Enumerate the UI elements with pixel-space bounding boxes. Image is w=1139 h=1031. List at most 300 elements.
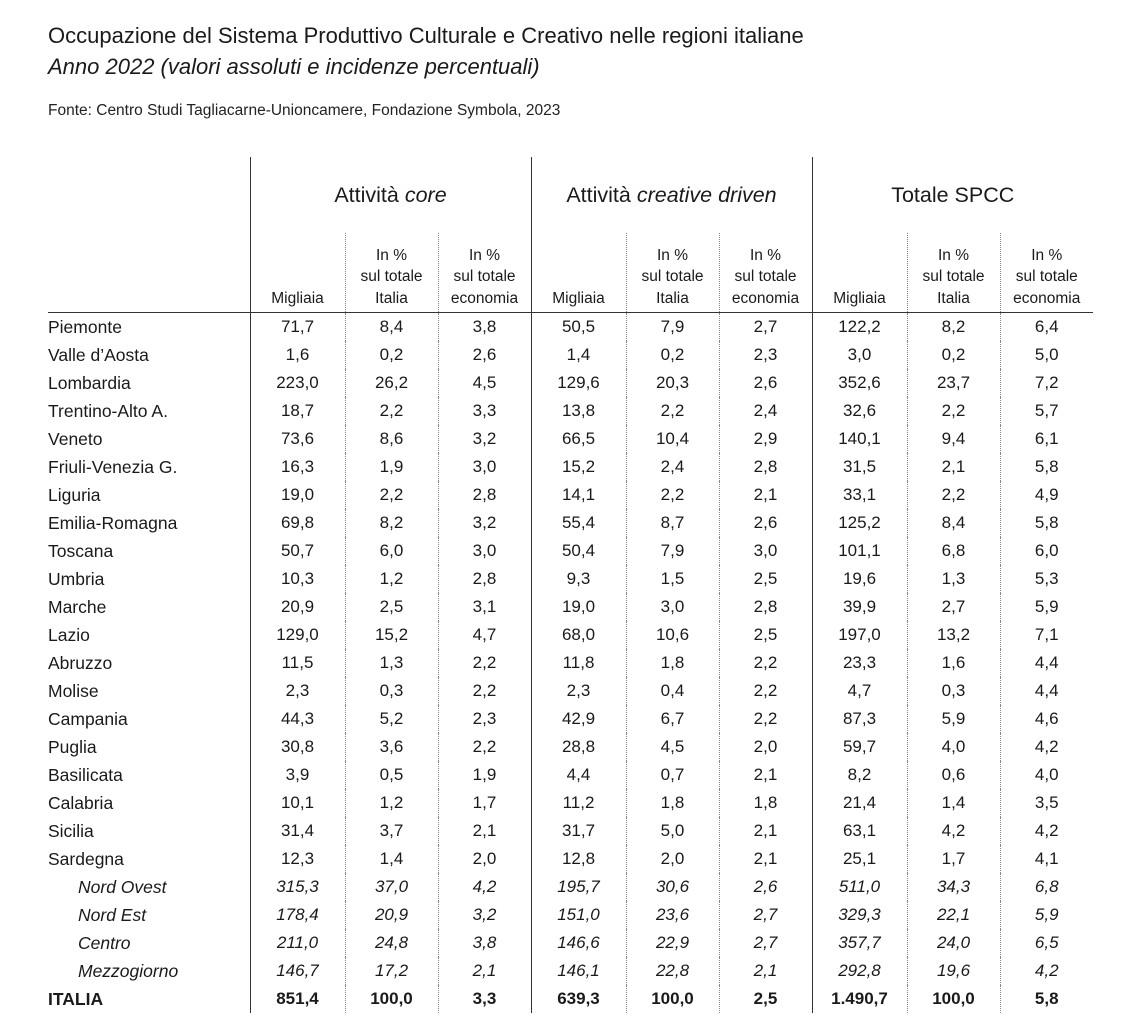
col-header-label: sul totale (734, 268, 797, 285)
col-header-pct-italia (626, 233, 719, 313)
table-cell: 223,0 (250, 369, 345, 397)
table-row (48, 425, 1093, 453)
table-cell: 211,0 (250, 929, 345, 957)
table-cell: 197,0 (812, 621, 907, 649)
table-cell: 4,2 (1000, 957, 1093, 985)
table-row (48, 593, 1093, 621)
table-cell: 4,2 (907, 817, 1000, 845)
table-cell: 4,0 (907, 733, 1000, 761)
table-cell: 2,2 (907, 481, 1000, 509)
col-header-label: In % (937, 246, 969, 264)
table-cell: 2,8 (719, 453, 812, 481)
table-cell: 1,9 (438, 761, 531, 789)
table-cell: 122,2 (812, 313, 907, 342)
table-cell: 44,3 (250, 705, 345, 733)
col-header-label: sul totale (360, 268, 423, 285)
table-cell: 3,0 (626, 593, 719, 621)
row-label: Piemonte (48, 316, 122, 337)
table-cell: 2,0 (438, 845, 531, 873)
table-cell: 2,1 (719, 817, 812, 845)
row-label: Abruzzo (48, 652, 113, 673)
table-cell: 352,6 (812, 369, 907, 397)
table-cell: 6,4 (1000, 313, 1093, 342)
table-cell: 5,8 (1000, 509, 1093, 537)
table-cell: 9,4 (907, 425, 1000, 453)
table-cell: 5,9 (1000, 901, 1093, 929)
table-cell: 8,2 (345, 509, 438, 537)
table-cell: 3,9 (250, 761, 345, 789)
employment-table (48, 157, 1093, 1013)
table-cell: 8,4 (907, 509, 1000, 537)
table-cell: 0,3 (907, 677, 1000, 705)
table-cell: 8,4 (345, 313, 438, 342)
table-cell: 22,8 (626, 957, 719, 985)
row-label: Valle d’Aosta (48, 344, 149, 365)
table-cell: 39,9 (812, 593, 907, 621)
table-cell: 3,8 (438, 929, 531, 957)
table-cell: 19,0 (531, 593, 626, 621)
table-cell: 22,9 (626, 929, 719, 957)
table-row (48, 649, 1093, 677)
table-cell: 14,1 (531, 481, 626, 509)
table-cell: 20,3 (626, 369, 719, 397)
table-cell: 329,3 (812, 901, 907, 929)
row-label: Marche (48, 596, 107, 617)
table-cell: 100,0 (626, 985, 719, 1013)
table-cell: 3,8 (438, 313, 531, 342)
table-row (48, 957, 1093, 985)
table-cell: 4,1 (1000, 845, 1093, 873)
col-header-pct-economia (719, 233, 812, 313)
table-cell: 2,6 (438, 341, 531, 369)
table-cell: 195,7 (531, 873, 626, 901)
col-header-label: economia (731, 289, 800, 307)
col-header-label: Italia (375, 289, 408, 307)
table-cell: 129,6 (531, 369, 626, 397)
table-cell: 5,2 (345, 705, 438, 733)
table-cell: 6,1 (1000, 425, 1093, 453)
row-label: Nord Est (78, 904, 147, 925)
row-label: Campania (48, 708, 128, 729)
col-header-label: In % (656, 246, 688, 264)
col-header-label: Italia (656, 289, 689, 307)
table-cell: 2,1 (438, 817, 531, 845)
table-cell: 13,2 (907, 621, 1000, 649)
group-header-total: Totale SPCC (812, 157, 1093, 233)
row-label: Friuli-Venezia G. (48, 456, 178, 477)
col-header-migliaia (812, 233, 907, 313)
table-cell: 4,7 (438, 621, 531, 649)
table-cell: 2,5 (719, 565, 812, 593)
table-cell: 11,2 (531, 789, 626, 817)
table-cell: 22,1 (907, 901, 1000, 929)
table-cell: 66,5 (531, 425, 626, 453)
col-header-label: sul totale (453, 268, 516, 285)
table-cell: 63,1 (812, 817, 907, 845)
table-cell: 1,8 (626, 789, 719, 817)
table-row (48, 565, 1093, 593)
row-label: Trentino-Alto A. (48, 400, 168, 421)
col-header-label: In % (749, 246, 781, 264)
table-cell: 31,7 (531, 817, 626, 845)
table-cell: 3,0 (438, 453, 531, 481)
table-cell: 3,7 (345, 817, 438, 845)
table-cell: 68,0 (531, 621, 626, 649)
table-cell: 5,8 (1000, 453, 1093, 481)
table-cell: 10,6 (626, 621, 719, 649)
col-header-label: sul totale (922, 268, 985, 285)
table-cell: 23,7 (907, 369, 1000, 397)
table-cell: 4,6 (1000, 705, 1093, 733)
table-cell: 292,8 (812, 957, 907, 985)
table-cell: 2,4 (626, 453, 719, 481)
table-cell: 24,0 (907, 929, 1000, 957)
table-cell: 2,2 (719, 705, 812, 733)
empty-corner (48, 157, 250, 233)
table-cell: 2,2 (719, 677, 812, 705)
col-header-label: Migliaia (271, 289, 324, 307)
group-header-creative-prefix: Attività (566, 182, 637, 207)
table-cell: 18,7 (250, 397, 345, 425)
table-row (48, 397, 1093, 425)
table-cell: 1,2 (345, 565, 438, 593)
table-row (48, 537, 1093, 565)
table-cell: 69,8 (250, 509, 345, 537)
table-cell: 639,3 (531, 985, 626, 1013)
table-cell: 12,8 (531, 845, 626, 873)
row-label: Veneto (48, 428, 103, 449)
table-cell: 315,3 (250, 873, 345, 901)
table-cell: 1,7 (907, 845, 1000, 873)
table-cell: 16,3 (250, 453, 345, 481)
table-row (48, 985, 1093, 1013)
row-label: Umbria (48, 568, 105, 589)
table-row (48, 481, 1093, 509)
table-cell: 3,3 (438, 397, 531, 425)
table-cell: 33,1 (812, 481, 907, 509)
col-header-pct-italia (907, 233, 1000, 313)
group-header-core-prefix: Attività (334, 182, 405, 207)
empty-corner (48, 233, 250, 313)
table-cell: 2,2 (438, 677, 531, 705)
table-cell: 23,3 (812, 649, 907, 677)
table-cell: 23,6 (626, 901, 719, 929)
table-cell: 73,6 (250, 425, 345, 453)
row-label: Molise (48, 680, 99, 701)
table-cell: 2,7 (719, 313, 812, 342)
table-cell: 11,5 (250, 649, 345, 677)
table-cell: 5,0 (1000, 341, 1093, 369)
table-cell: 3,0 (438, 537, 531, 565)
table-cell: 2,8 (438, 481, 531, 509)
sub-header-row (48, 233, 1093, 313)
table-cell: 178,4 (250, 901, 345, 929)
row-label: Calabria (48, 792, 114, 813)
table-cell: 2,6 (719, 369, 812, 397)
table-cell: 1,4 (345, 845, 438, 873)
table-cell: 13,8 (531, 397, 626, 425)
table-cell: 151,0 (531, 901, 626, 929)
table-cell: 37,0 (345, 873, 438, 901)
table-cell: 6,0 (345, 537, 438, 565)
table-cell: 1,3 (345, 649, 438, 677)
col-header-label: Migliaia (552, 289, 605, 307)
table-cell: 55,4 (531, 509, 626, 537)
table-cell: 4,2 (1000, 733, 1093, 761)
table-cell: 6,5 (1000, 929, 1093, 957)
table-row (48, 453, 1093, 481)
col-header-pct-italia (345, 233, 438, 313)
table-cell: 2,1 (907, 453, 1000, 481)
source-note: Fonte: Centro Studi Tagliacarne-Unioncamere, Fondazione Symbola, 2023 (48, 102, 561, 119)
table-cell: 4,5 (438, 369, 531, 397)
table-cell: 2,5 (345, 593, 438, 621)
table-cell: 3,6 (345, 733, 438, 761)
table-row (48, 873, 1093, 901)
table-cell: 34,3 (907, 873, 1000, 901)
table-cell: 8,7 (626, 509, 719, 537)
table-cell: 1,7 (438, 789, 531, 817)
table-cell: 2,7 (907, 593, 1000, 621)
table-cell: 3,2 (438, 509, 531, 537)
table-cell: 11,8 (531, 649, 626, 677)
table-cell: 1,9 (345, 453, 438, 481)
table-cell: 511,0 (812, 873, 907, 901)
table-cell: 4,2 (1000, 817, 1093, 845)
group-header-creative (531, 157, 812, 233)
table-cell: 31,5 (812, 453, 907, 481)
table-cell: 8,2 (812, 761, 907, 789)
table-cell: 3,5 (1000, 789, 1093, 817)
table-cell: 2,2 (438, 649, 531, 677)
table-cell: 2,9 (719, 425, 812, 453)
table-cell: 28,8 (531, 733, 626, 761)
table-cell: 0,2 (626, 341, 719, 369)
table-cell: 2,2 (626, 481, 719, 509)
table-cell: 125,2 (812, 509, 907, 537)
col-header-pct-economia (1000, 233, 1093, 313)
row-label: Basilicata (48, 764, 123, 785)
table-cell: 4,5 (626, 733, 719, 761)
table-cell: 1,8 (719, 789, 812, 817)
group-header-row (48, 157, 1093, 233)
table-cell: 4,4 (531, 761, 626, 789)
table-row (48, 369, 1093, 397)
table-cell: 5,9 (1000, 593, 1093, 621)
table-cell: 1,4 (531, 341, 626, 369)
table-cell: 2,1 (438, 957, 531, 985)
table-cell: 100,0 (907, 985, 1000, 1013)
col-header-label: sul totale (641, 268, 704, 285)
table-cell: 4,2 (438, 873, 531, 901)
table-cell: 4,7 (812, 677, 907, 705)
table-row (48, 509, 1093, 537)
table-cell: 2,6 (719, 873, 812, 901)
table-row (48, 313, 1093, 342)
table-cell: 3,2 (438, 425, 531, 453)
table-cell: 1,4 (907, 789, 1000, 817)
table-row (48, 621, 1093, 649)
table-cell: 0,2 (345, 341, 438, 369)
table-body (48, 313, 1093, 1014)
table-cell: 2,0 (719, 733, 812, 761)
table-cell: 0,3 (345, 677, 438, 705)
table-cell: 2,8 (438, 565, 531, 593)
table-row (48, 705, 1093, 733)
row-label: Sardegna (48, 848, 124, 869)
table-cell: 2,2 (438, 733, 531, 761)
table-cell: 19,6 (812, 565, 907, 593)
row-label: Puglia (48, 736, 97, 757)
table-row (48, 817, 1093, 845)
table-row (48, 845, 1093, 873)
table-cell: 5,3 (1000, 565, 1093, 593)
table-cell: 0,5 (345, 761, 438, 789)
row-label: Sicilia (48, 820, 94, 841)
table-cell: 0,7 (626, 761, 719, 789)
table-row (48, 789, 1093, 817)
table-cell: 4,0 (1000, 761, 1093, 789)
row-label: Toscana (48, 540, 114, 561)
table-row (48, 901, 1093, 929)
table-cell: 1,3 (907, 565, 1000, 593)
table-cell: 5,8 (1000, 985, 1093, 1013)
table-cell: 2,1 (719, 481, 812, 509)
col-header-pct-economia (438, 233, 531, 313)
col-header-label: economia (450, 289, 519, 307)
table-cell: 26,2 (345, 369, 438, 397)
table-row (48, 341, 1093, 369)
row-label: Mezzogiorno (78, 960, 179, 981)
table-cell: 15,2 (345, 621, 438, 649)
row-label: Lombardia (48, 372, 131, 393)
group-header-core-em: core (404, 182, 447, 207)
col-header-label: In % (468, 246, 500, 264)
table-cell: 101,1 (812, 537, 907, 565)
table-cell: 30,8 (250, 733, 345, 761)
table-cell: 59,7 (812, 733, 907, 761)
table-cell: 6,8 (1000, 873, 1093, 901)
table-cell: 20,9 (250, 593, 345, 621)
col-header-label: In % (375, 246, 407, 264)
col-header-migliaia (250, 233, 345, 313)
table-cell: 0,4 (626, 677, 719, 705)
table-cell: 87,3 (812, 705, 907, 733)
page-title: Occupazione del Sistema Produttivo Culturale e Creativo nelle regioni italiane (48, 23, 804, 48)
col-header-label: sul totale (1015, 268, 1078, 285)
table-cell: 4,4 (1000, 677, 1093, 705)
table-cell: 2,2 (345, 397, 438, 425)
table-cell: 2,2 (345, 481, 438, 509)
col-header-label: In % (1031, 246, 1063, 264)
table-cell: 2,2 (907, 397, 1000, 425)
table-cell: 30,6 (626, 873, 719, 901)
table-cell: 7,9 (626, 537, 719, 565)
row-label: Centro (78, 932, 131, 953)
table-cell: 3,2 (438, 901, 531, 929)
table-cell: 2,1 (719, 957, 812, 985)
table-cell: 2,5 (719, 621, 812, 649)
table-cell: 10,3 (250, 565, 345, 593)
row-label: Emilia-Romagna (48, 512, 178, 533)
table-cell: 6,7 (626, 705, 719, 733)
table-cell: 7,9 (626, 313, 719, 342)
table-cell: 1,5 (626, 565, 719, 593)
table-cell: 3,0 (719, 537, 812, 565)
table-cell: 2,3 (250, 677, 345, 705)
table-cell: 2,0 (626, 845, 719, 873)
table-cell: 15,2 (531, 453, 626, 481)
table-cell: 24,8 (345, 929, 438, 957)
table-cell: 2,7 (719, 929, 812, 957)
row-label: Liguria (48, 484, 101, 505)
table-cell: 12,3 (250, 845, 345, 873)
table-cell: 357,7 (812, 929, 907, 957)
row-label: Nord Ovest (78, 876, 167, 897)
table-cell: 42,9 (531, 705, 626, 733)
table-cell: 3,3 (438, 985, 531, 1013)
table-cell: 1,6 (907, 649, 1000, 677)
table-cell: 17,2 (345, 957, 438, 985)
table-cell: 1,8 (626, 649, 719, 677)
table-cell: 50,5 (531, 313, 626, 342)
table-cell: 6,8 (907, 537, 1000, 565)
table-cell: 1,2 (345, 789, 438, 817)
table-cell: 2,1 (719, 761, 812, 789)
row-label: Lazio (48, 624, 90, 645)
table-cell: 25,1 (812, 845, 907, 873)
table-row (48, 733, 1093, 761)
table-cell: 8,6 (345, 425, 438, 453)
table-cell: 50,4 (531, 537, 626, 565)
table-cell: 146,7 (250, 957, 345, 985)
table-cell: 2,2 (626, 397, 719, 425)
table-cell: 32,6 (812, 397, 907, 425)
col-header-label: Italia (937, 289, 970, 307)
table-cell: 2,8 (719, 593, 812, 621)
group-header-core (250, 157, 531, 233)
table-cell: 129,0 (250, 621, 345, 649)
table-cell: 5,0 (626, 817, 719, 845)
table-cell: 1.490,7 (812, 985, 907, 1013)
table-cell: 0,2 (907, 341, 1000, 369)
table-cell: 10,4 (626, 425, 719, 453)
table-cell: 146,6 (531, 929, 626, 957)
table-cell: 1,6 (250, 341, 345, 369)
table-cell: 19,6 (907, 957, 1000, 985)
table-cell: 2,1 (719, 845, 812, 873)
table-cell: 6,0 (1000, 537, 1093, 565)
table-cell: 10,1 (250, 789, 345, 817)
table-cell: 71,7 (250, 313, 345, 342)
table-cell: 9,3 (531, 565, 626, 593)
table-cell: 3,1 (438, 593, 531, 621)
table-cell: 851,4 (250, 985, 345, 1013)
row-label: ITALIA (48, 988, 104, 1009)
table-cell: 2,6 (719, 509, 812, 537)
table-cell: 19,0 (250, 481, 345, 509)
table-cell: 3,0 (812, 341, 907, 369)
table-cell: 7,1 (1000, 621, 1093, 649)
table-cell: 100,0 (345, 985, 438, 1013)
page-subtitle: Anno 2022 (valori assoluti e incidenze percentuali) (48, 54, 540, 79)
table-cell: 140,1 (812, 425, 907, 453)
table-cell: 31,4 (250, 817, 345, 845)
table-cell: 2,5 (719, 985, 812, 1013)
table-row (48, 761, 1093, 789)
table-cell: 2,7 (719, 901, 812, 929)
table-cell: 5,9 (907, 705, 1000, 733)
